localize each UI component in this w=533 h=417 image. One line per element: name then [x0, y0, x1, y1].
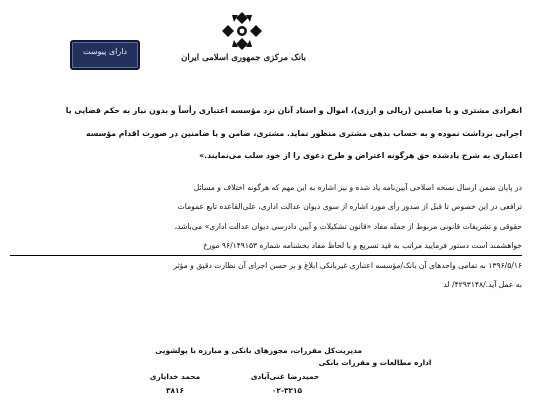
paragraph-2: [10, 178, 522, 295]
paragraph-2-line: در پایان ضمن ارسال نسخه اصلاحی آیین‌نامه یاد شده و نیز اشاره به این مهم که هرگونه اختلاف و مسائل: [193, 183, 522, 192]
central-bank-logo-icon: [222, 10, 262, 52]
signatory-name-2: محمد خدایاری: [149, 372, 201, 381]
paragraph-2-line: حقوقی و تشریفات قانونی مربوط از جمله مفاد «قانون تشکیلات و آیین دادرسی دیوان عدالت اداری» می‌باشد،: [174, 221, 522, 231]
paragraph-1-line: اعتباری به شرح یادشده حق هرگونه اعتراض و طرح دعوی را از خود سلب می‌نمایند.»: [199, 151, 522, 160]
paragraph-2-line: به عمل آید./۴۲۹۳۱۴۸/ لد: [443, 280, 522, 290]
attachment-stamp: [70, 40, 140, 70]
paragraph-1-line: انفرادی مشتری و یا ضامنین (ریالی و ارزی)، اموال و اسناد آنان نزد مؤسسه اعتباری رأساً و بدون نیاز به حکم قضایی یا: [65, 106, 522, 115]
phone-code-1: ۰۲-۳۲۱۵: [271, 386, 303, 395]
paragraph-1: [10, 100, 522, 168]
paragraph-1-line: اجرایی برداشت نموده و به حساب بدهی مشتری منظور نماید. مشتری، ضامن و یا ضامنین در صورت اقدام مؤسسه: [86, 128, 522, 138]
bank-name: بانک مرکزی جمهوری اسلامی ایران: [181, 53, 306, 63]
paragraph-2-line: ۱۳۹۶/۵/۱۶ به تمامی واحدهای آن بانک/مؤسسه اعتباری غیربانکی ابلاغ و بر حسن اجرای آن نظارت دقیق و مؤثر: [173, 261, 522, 271]
paragraph-2-line: خواهشمند است دستور فرمایید مراتب به قید تسریع و با لحاظ مفاد بخشنامه شماره ۹۶/۱۴۹۱۵۳ مورخ: [10, 236, 522, 256]
paragraph-2-line: ترافعی در این خصوص تا قبل از صدور رأی مورد اشاره از سوی دیوان عدالت اداری، علی‌القاعده تابع عمومات: [177, 202, 522, 212]
stamp-text: دارای پیوست: [82, 47, 127, 56]
signatory-name-1: حمیدرضا غنی‌آبادی: [250, 372, 320, 381]
signature-office: اداره مطالعات و مقررات بانکی: [318, 358, 432, 367]
signature-department: مدیریت‌کل مقررات، مجوزهای بانکی و مبارزه با پولشویی: [155, 346, 362, 355]
phone-code-2: ۳۸۱۶: [165, 386, 185, 395]
